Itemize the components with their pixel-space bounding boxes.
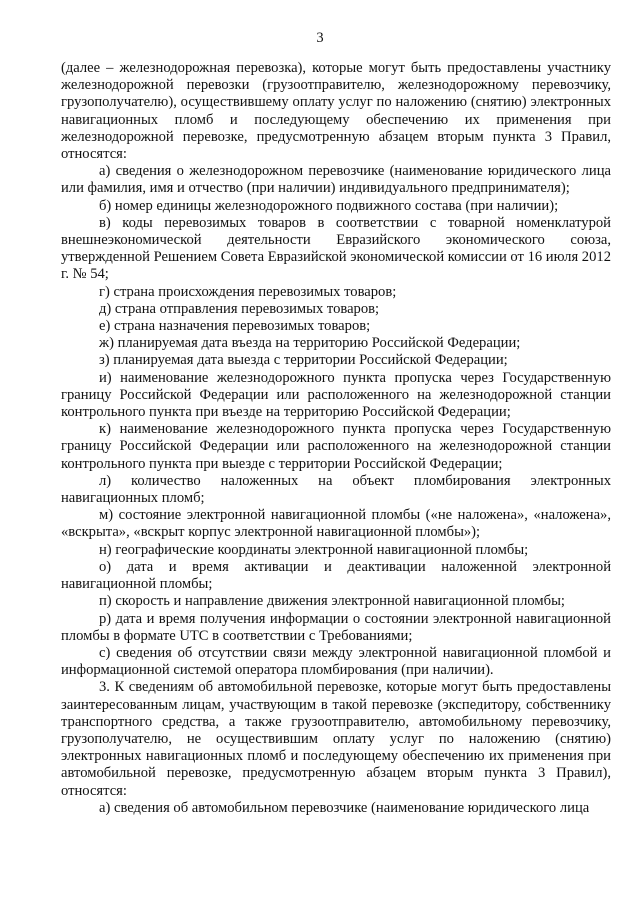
item-d-country-of-departure: д) страна отправления перевозимых товаров; [99,300,380,317]
item-p-speed-direction: п) скорость и направление движения электронной навигационной пломбы; [99,593,565,610]
paragraph-continuation: (далее – железнодорожная перевозка), которые могут быть предоставлены участнику железнодорожной перевозки (грузоотправителю, железнодорожному перевозчику, грузополучателю), осуществившему оплату услуг по наложению (снятию) электронных навигационных пломб и последующему обеспечению их применения при железнодорожной перевозке, предусмотренную абзацем вторым пункта 3 Правил, относятся: [61,60,611,163]
section-3-road-transport: 3. К сведениям об автомобильной перевозке, которые могут быть предоставлены заинтересованным лицам, участвующим в такой перевозке (экспедитору, собственнику транспортного средства, а также грузоотправителю, автомобильному перевозчику, грузополучателю, не осуществившим оплату услуг по наложению (снятию) электронных навигационных пломб и последующему обеспечению их применения при автомобильной перевозке, предусмотренную абзацем вторым пункта 3 Правил), относятся: [61,679,611,799]
item-n-seal-coordinates: н) географические координаты электронной навигационной пломбы; [99,541,529,558]
item-i-entry-checkpoint: и) наименование железнодорожного пункта пропуска через Государственную границу Российской Федерации или расположенного на железнодорожной станции контрольного пункта при въезде на территорию Российской Федерации; [61,369,611,421]
item-o-activation-dates: о) дата и время активации и деактивации наложенной электронной навигационной пломбы; [61,558,611,593]
item-zh-entry-date: ж) планируемая дата въезда на территорию Российской Федерации; [99,335,521,352]
item-z-exit-date: з) планируемая дата выезда с территории Российской Федерации; [99,352,508,369]
item-a-railway-carrier: а) сведения о железнодорожном перевозчике (наименование юридического лица или фамилия, имя и отчество (при наличии) индивидуального предпринимателя); [61,163,611,197]
item-s-no-connection: с) сведения об отсутствии связи между электронной навигационной пломбой и информационной системой оператора пломбирования (при наличии). [61,644,611,679]
document-body [61,60,611,817]
item-b-rolling-stock-number: б) номер единицы железнодорожного подвижного состава (при наличии); [99,197,559,214]
item-v-goods-codes: в) коды перевозимых товаров в соответствии с товарной номенклатурой внешнеэкономической деятельности Евразийского экономического союза, утвержденной Решением Совета Евразийской экономической комиссии от 16 июля 2012 г. № 54; [61,214,611,283]
item-k-exit-checkpoint: к) наименование железнодорожного пункта пропуска через Государственную границу Российской Федерации или расположенного на железнодорожной станции контрольного пункта при выезде с территории Российской Федерации; [61,421,611,472]
item-l-seal-count: л) количество наложенных на объект пломбирования электронных навигационных пломб; [61,472,611,507]
page-number: 3 [316,30,324,46]
item-m-seal-state: м) состояние электронной навигационной пломбы («не наложена», «наложена», «вскрыта», «вскрыт корпус электронной навигационной пломбы»); [61,507,611,541]
item-e-country-of-destination: е) страна назначения перевозимых товаров; [99,318,371,335]
item-a-road-carrier: а) сведения об автомобильном перевозчике (наименование юридического лица [99,799,590,816]
item-r-info-datetime: р) дата и время получения информации о состоянии электронной навигационной пломбы в формате UTC в соответствии с Требованиями; [61,610,611,644]
item-g-country-of-origin: г) страна происхождения перевозимых товаров; [99,283,397,300]
